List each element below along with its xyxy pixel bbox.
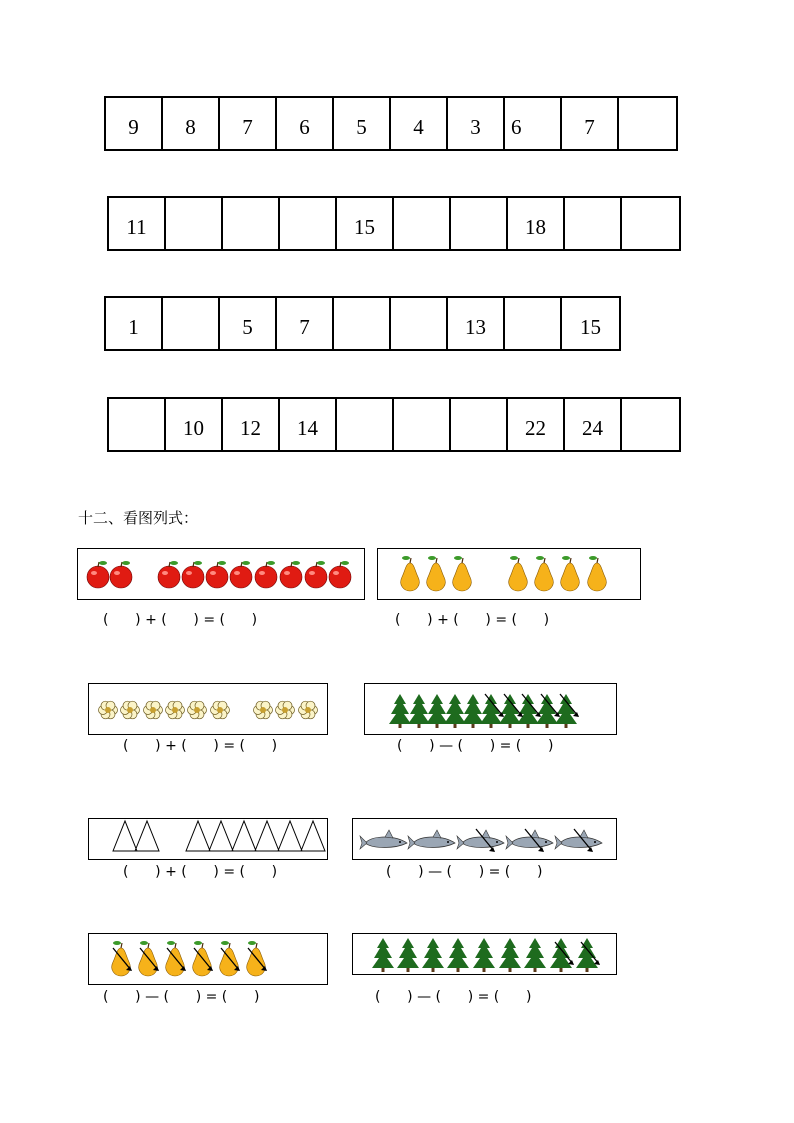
trees-crossed-picture <box>353 934 618 976</box>
flower-icon <box>211 701 230 719</box>
section-title: 十二、看图列式： <box>78 509 199 527</box>
sequence-cell <box>337 399 394 450</box>
triangle-icon <box>209 821 233 851</box>
sequence-cell: 7 <box>277 298 334 349</box>
sequence-cell: 4 <box>391 98 448 149</box>
pears-panel <box>377 548 641 600</box>
sequence-cell: 7 <box>562 98 619 149</box>
triangle-icon <box>255 821 279 851</box>
tree-icon <box>524 938 546 972</box>
tree-icon <box>372 938 394 972</box>
sequence-cell: 12 <box>223 399 280 450</box>
sharks-panel <box>352 818 617 860</box>
tree-icon <box>422 938 444 972</box>
tree-icon <box>447 938 469 972</box>
apple-icon <box>206 561 228 588</box>
flower-icon <box>188 701 207 719</box>
sequence-cell: 13 <box>448 298 505 349</box>
flower-icon <box>144 701 163 719</box>
sequence-cell <box>223 198 280 249</box>
apple-icon <box>255 561 277 588</box>
sequence-cell: 14 <box>280 399 337 450</box>
sequence-cell <box>505 298 562 349</box>
sequence-cell <box>391 298 448 349</box>
formula-trees: ( ) — ( ) = ( ) <box>397 738 554 754</box>
pear-icon <box>509 556 528 591</box>
flowers-panel <box>88 683 328 735</box>
flower-icon <box>166 701 185 719</box>
formula-triangles: ( ) + ( ) = ( ) <box>123 864 278 880</box>
sequence-cell: 6 <box>505 98 562 149</box>
sequence-cell: 22 <box>508 399 565 450</box>
tree-icon <box>408 694 430 728</box>
tree-icon <box>426 694 448 728</box>
formula-pears: ( ) + ( ) = ( ) <box>395 612 550 628</box>
triangle-icon <box>135 821 159 851</box>
sequence-cell <box>565 198 622 249</box>
sequence-cell: 18 <box>508 198 565 249</box>
sequence-cell: 9 <box>106 98 163 149</box>
triangles-picture <box>89 819 329 861</box>
shark-icon <box>360 830 407 849</box>
sequence-cell: 3 <box>448 98 505 149</box>
sequence-cell <box>622 399 679 450</box>
tree-icon <box>462 694 484 728</box>
sequence-cell <box>163 298 220 349</box>
sharks-picture <box>353 819 618 861</box>
flower-icon <box>299 701 318 719</box>
formula-apples: ( ) + ( ) = ( ) <box>103 612 258 628</box>
triangles-panel <box>88 818 328 860</box>
sequence-cell: 24 <box>565 399 622 450</box>
shark-icon <box>555 830 602 849</box>
pear-icon <box>561 556 580 591</box>
sequence-row-1 <box>104 96 678 151</box>
sequence-cell <box>109 399 166 450</box>
flower-icon <box>254 701 273 719</box>
formula-flowers: ( ) + ( ) = ( ) <box>123 738 278 754</box>
sequence-cell: 5 <box>220 298 277 349</box>
sequence-cell <box>166 198 223 249</box>
apple-icon <box>280 561 302 588</box>
tree-icon <box>499 938 521 972</box>
triangle-icon <box>186 821 210 851</box>
formula-pears-crossed: ( ) — ( ) = ( ) <box>103 989 260 1005</box>
formula-sharks: ( ) — ( ) = ( ) <box>386 864 543 880</box>
tree-icon <box>576 938 598 972</box>
flower-icon <box>121 701 140 719</box>
flowers-picture <box>89 684 329 736</box>
pear-icon <box>535 556 554 591</box>
pears-picture <box>378 549 642 601</box>
flower-icon <box>276 701 295 719</box>
tree-icon <box>397 938 419 972</box>
sequence-cell: 8 <box>163 98 220 149</box>
pear-icon <box>427 556 446 591</box>
tree-icon <box>550 938 572 972</box>
triangle-icon <box>232 821 256 851</box>
trees-panel <box>364 683 617 735</box>
sequence-cell <box>622 198 679 249</box>
pears-crossed-picture <box>89 934 329 986</box>
sequence-cell <box>280 198 337 249</box>
sequence-cell <box>619 98 676 149</box>
sequence-row-4 <box>107 397 681 452</box>
shark-icon <box>408 830 455 849</box>
tree-icon <box>444 694 466 728</box>
trees-crossed-panel <box>352 933 617 975</box>
pear-icon <box>588 556 607 591</box>
shark-icon <box>457 830 504 849</box>
sequence-cell <box>334 298 391 349</box>
sequence-cell: 7 <box>220 98 277 149</box>
apple-icon <box>110 561 132 588</box>
triangle-icon <box>278 821 302 851</box>
apple-icon <box>329 561 351 588</box>
apple-icon <box>158 561 180 588</box>
sequence-cell: 15 <box>337 198 394 249</box>
tree-icon <box>389 694 411 728</box>
sequence-cell: 15 <box>580 315 601 339</box>
apple-icon <box>87 561 109 588</box>
tree-icon <box>473 938 495 972</box>
formula-trees-crossed: ( ) — ( ) = ( ) <box>375 989 532 1005</box>
sequence-cell: 6 <box>277 98 334 149</box>
flower-icon <box>99 701 118 719</box>
triangle-icon <box>113 821 137 851</box>
sequence-cell: 10 <box>166 399 223 450</box>
sequence-cell <box>394 198 451 249</box>
apples-panel <box>77 548 365 600</box>
apples-picture <box>78 549 366 601</box>
trees-picture <box>365 684 618 736</box>
sequence-cell <box>451 399 508 450</box>
apple-icon <box>230 561 252 588</box>
sequence-cell <box>451 198 508 249</box>
pears-crossed-panel <box>88 933 328 985</box>
sequence-cell <box>394 399 451 450</box>
triangle-icon <box>301 821 325 851</box>
pear-icon <box>453 556 472 591</box>
sequence-row-2 <box>107 196 681 251</box>
shark-icon <box>506 830 553 849</box>
sequence-cell: 5 <box>334 98 391 149</box>
sequence-row-3 <box>104 296 621 351</box>
pear-icon <box>401 556 420 591</box>
apple-icon <box>182 561 204 588</box>
apple-icon <box>305 561 327 588</box>
sequence-cell: 1 <box>106 298 163 349</box>
sequence-cell: 11 <box>109 198 166 249</box>
